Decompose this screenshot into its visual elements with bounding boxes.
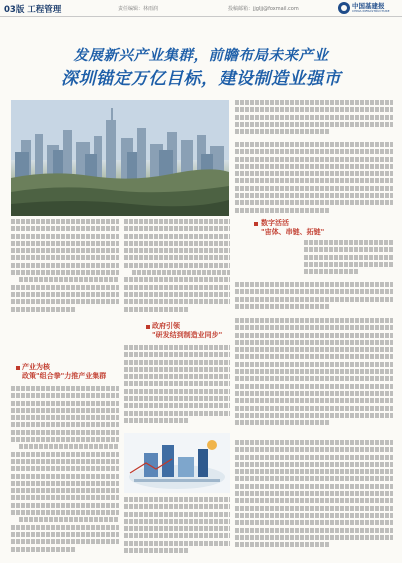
logo-name: 中国基建报 bbox=[352, 2, 385, 10]
section-title-government bbox=[152, 322, 232, 340]
article-column-right-lower bbox=[235, 318, 393, 436]
section-marker-icon bbox=[254, 222, 258, 226]
article-column-2-section2 bbox=[124, 345, 230, 430]
section-title-industry bbox=[22, 363, 118, 381]
article-column-right-top bbox=[235, 100, 393, 140]
logo-emblem-icon bbox=[338, 2, 350, 14]
newspaper-logo bbox=[338, 1, 400, 15]
section-marker-icon bbox=[16, 366, 20, 370]
submission-email: 投稿邮箱：jjgljj@foxmail.com bbox=[228, 6, 299, 12]
section-title-industry-text: 产业为核 政策"组合拳"力推产业集群 bbox=[22, 363, 107, 380]
city-skyline-photo bbox=[11, 100, 229, 216]
industrial-illustration bbox=[124, 433, 230, 493]
section-title-digital bbox=[261, 219, 341, 237]
headline-line-2: 深圳锚定万亿目标，建设制造业强市 bbox=[61, 69, 341, 89]
article-column-1-bottom bbox=[11, 386, 119, 558]
page-header bbox=[0, 0, 402, 17]
editor-credit: 责任编辑：林雨润 bbox=[118, 6, 159, 12]
headline-line-1: 发展新兴产业集群，前瞻布局未来产业 bbox=[73, 47, 329, 64]
article-column-2-bottom bbox=[124, 497, 230, 559]
article-column-right-bottom bbox=[235, 440, 393, 559]
article-column-right-section3-b bbox=[235, 282, 393, 312]
section-title-government-text: 政府引领 "研发结到制造业同步" bbox=[152, 322, 223, 339]
section-title-digital-text: 数字活活 "宙体、串链、拓链" bbox=[261, 219, 325, 236]
article-column-right-section3-a bbox=[304, 240, 394, 280]
article-column-2-top bbox=[124, 219, 230, 314]
logo-english-name: CHINA INFRASTRUCTURE bbox=[352, 9, 390, 13]
lead-paragraph bbox=[11, 219, 119, 314]
section-marker-icon bbox=[146, 325, 150, 329]
article-column-right-middle bbox=[235, 142, 393, 218]
page-section-label: 03版 工程管理 bbox=[4, 5, 62, 15]
